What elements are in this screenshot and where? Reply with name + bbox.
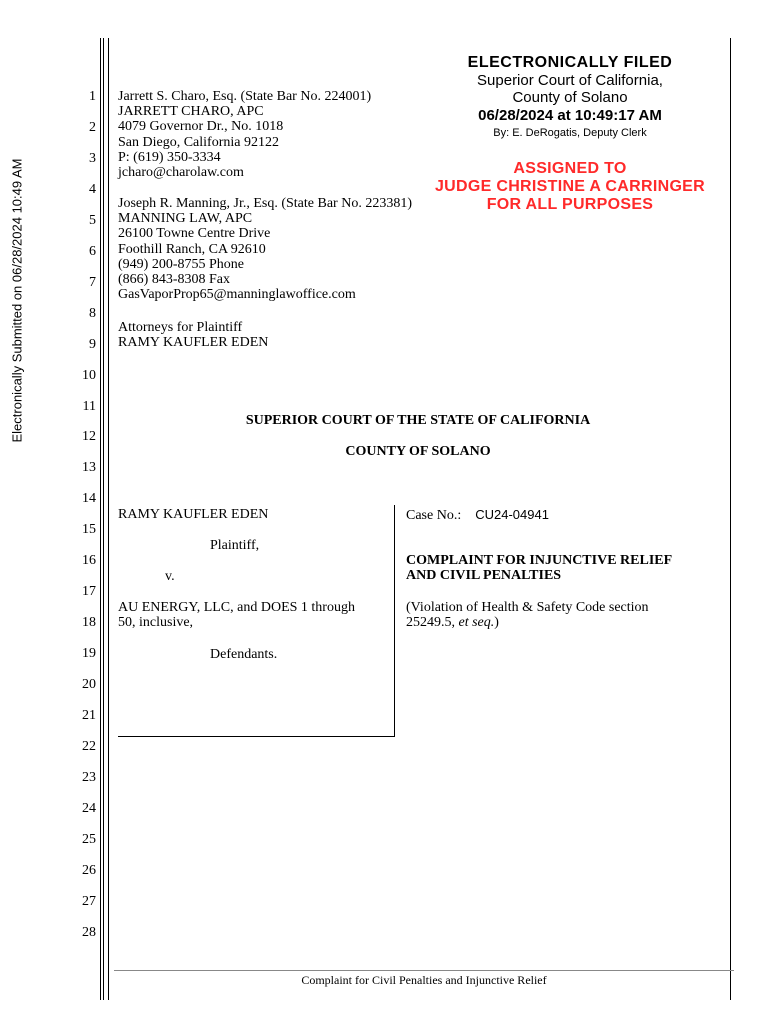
counsel-line: MANNING LAW, APC bbox=[118, 211, 253, 227]
electronic-submission-stamp bbox=[2, 145, 32, 455]
filing-stamp-heading: ELECTRONICALLY FILED bbox=[467, 54, 673, 71]
line-number: 14 bbox=[82, 491, 96, 507]
line-number: 6 bbox=[89, 243, 96, 259]
violation-close: ) bbox=[494, 615, 499, 631]
county-title: COUNTY OF SOLANO bbox=[345, 444, 491, 459]
violation-section: 25249.5, bbox=[406, 615, 459, 631]
filing-stamp-datetime: 06/28/2024 at 10:49:17 AM bbox=[478, 107, 662, 124]
plaintiff-name: RAMY KAUFLER EDEN bbox=[118, 507, 269, 522]
line-number: 17 bbox=[82, 584, 96, 600]
line-number: 20 bbox=[82, 677, 96, 693]
line-number: 1 bbox=[89, 89, 96, 104]
violation-et-seq: et seq. bbox=[458, 615, 495, 631]
counsel-line: San Diego, California 92122 bbox=[118, 134, 279, 150]
judge-assignment-stamp bbox=[414, 160, 726, 214]
case-number-label: Case No.: bbox=[406, 508, 462, 523]
case-number-row bbox=[406, 507, 549, 523]
line-number: 13 bbox=[82, 460, 96, 476]
line-number: 9 bbox=[89, 336, 96, 352]
assignment-judge: JUDGE CHRISTINE A CARRINGER bbox=[434, 178, 706, 195]
counsel-line: P: (619) 350-3334 bbox=[118, 149, 221, 165]
filing-stamp-county: County of Solano bbox=[512, 89, 628, 106]
attorneys-for-party: RAMY KAUFLER EDEN bbox=[118, 335, 269, 351]
line-number: 26 bbox=[82, 862, 96, 878]
left-margin-rule-3 bbox=[108, 38, 109, 1000]
line-number: 4 bbox=[89, 181, 96, 197]
left-margin-rule-1 bbox=[100, 38, 101, 1000]
filing-stamp-clerk: By: E. DeRogatis, Deputy Clerk bbox=[493, 127, 647, 139]
counsel-line: 4079 Governor Dr., No. 1018 bbox=[118, 119, 284, 135]
court-title: SUPERIOR COURT OF THE STATE OF CALIFORNIA bbox=[245, 413, 591, 428]
defendants-role: Defendants. bbox=[210, 647, 278, 662]
line-number: 28 bbox=[82, 924, 96, 940]
case-number-value: CU24-04941 bbox=[475, 507, 549, 522]
counsel-line: 26100 Towne Centre Drive bbox=[118, 226, 271, 242]
filing-stamp-court: Superior Court of California, bbox=[477, 72, 663, 89]
line-number: 25 bbox=[82, 831, 96, 847]
line-number: 12 bbox=[82, 429, 96, 445]
line-number: 8 bbox=[89, 305, 96, 321]
footer-rule bbox=[114, 970, 734, 971]
complaint-title-line: AND CIVIL PENALTIES bbox=[406, 568, 562, 584]
violation-line: (Violation of Health & Safety Code section bbox=[406, 600, 649, 615]
line-number: 15 bbox=[82, 522, 96, 538]
line-number: 11 bbox=[82, 398, 96, 414]
defendants-line: AU ENERGY, LLC, and DOES 1 through bbox=[118, 600, 355, 615]
right-margin-rule bbox=[730, 38, 731, 1000]
line-number: 18 bbox=[82, 615, 96, 631]
counsel-email: GasVaporProp65@manninglawoffice.com bbox=[118, 287, 356, 303]
line-number: 7 bbox=[89, 274, 96, 290]
complaint-title-line: COMPLAINT FOR INJUNCTIVE RELIEF bbox=[406, 553, 673, 568]
attorneys-for-block bbox=[118, 320, 268, 350]
page-footer: Complaint for Civil Penalties and Injunctive Relief bbox=[301, 973, 547, 987]
counsel-charo-block bbox=[118, 89, 371, 180]
counsel-line: (949) 200-8755 Phone bbox=[118, 256, 244, 272]
counsel-line: (866) 843-8308 Fax bbox=[118, 271, 230, 287]
line-number: 3 bbox=[89, 150, 96, 166]
counsel-manning-block bbox=[118, 196, 412, 302]
counsel-email: jcharo@charolaw.com bbox=[118, 164, 244, 180]
complaint-title bbox=[406, 553, 672, 583]
line-number: 2 bbox=[89, 119, 96, 135]
line-number: 21 bbox=[82, 708, 96, 723]
line-number: 5 bbox=[89, 212, 96, 228]
counsel-line: Joseph R. Manning, Jr., Esq. (State Bar No. 223381) bbox=[118, 196, 412, 211]
counsel-line: Jarrett S. Charo, Esq. (State Bar No. 224001) bbox=[118, 89, 372, 104]
counsel-line: JARRETT CHARO, APC bbox=[118, 104, 264, 120]
caption-divider-rule bbox=[394, 505, 395, 737]
counsel-line: Foothill Ranch, CA 92610 bbox=[118, 241, 266, 257]
line-number: 22 bbox=[82, 738, 96, 754]
violation-line-2 bbox=[406, 615, 649, 630]
versus: v. bbox=[165, 569, 175, 584]
assignment-line: FOR ALL PURPOSES bbox=[486, 196, 654, 213]
line-number: 23 bbox=[82, 769, 96, 785]
plaintiff-role: Plaintiff, bbox=[210, 538, 260, 553]
left-margin-rule-2 bbox=[103, 38, 104, 1000]
filing-stamp bbox=[426, 54, 714, 141]
defendants-line: 50, inclusive, bbox=[118, 615, 194, 631]
electronic-submission-text: Electronically Submitted on 06/28/2024 10:49 AM bbox=[9, 157, 25, 443]
violation-citation bbox=[406, 600, 649, 630]
line-number: 27 bbox=[82, 893, 96, 909]
caption-bottom-rule bbox=[118, 736, 394, 737]
line-number: 16 bbox=[82, 553, 96, 569]
line-number: 10 bbox=[82, 367, 96, 383]
line-number: 19 bbox=[82, 646, 96, 662]
line-number: 24 bbox=[82, 800, 96, 816]
defendants-block bbox=[118, 600, 355, 630]
attorneys-for-label: Attorneys for Plaintiff bbox=[118, 320, 243, 335]
assignment-line: ASSIGNED TO bbox=[513, 160, 627, 177]
